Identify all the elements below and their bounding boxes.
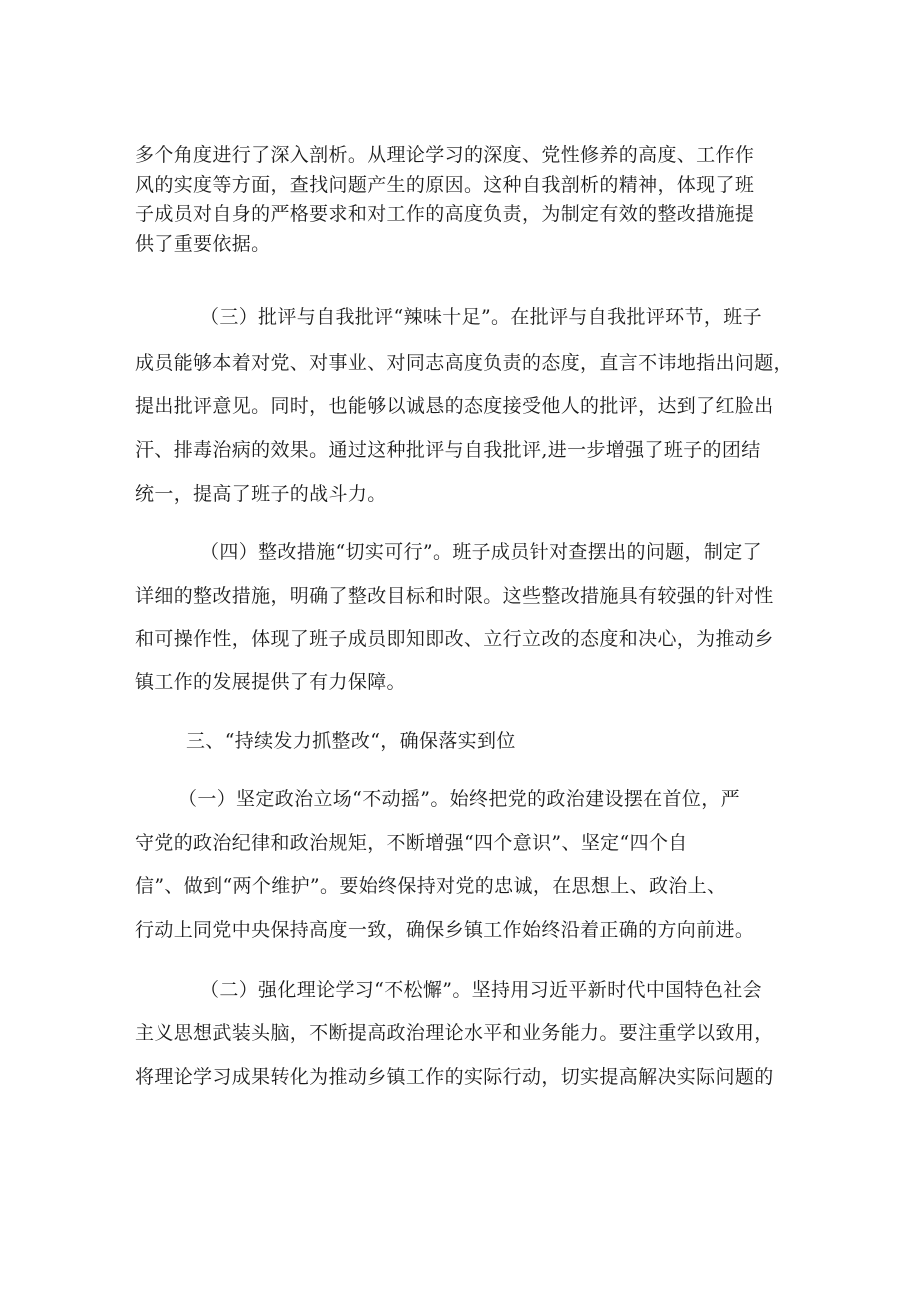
paragraph-line: （四）整改措施“切实可行”。班子成员针对查摆出的问题，制定了 (200, 541, 762, 563)
paragraph-line: 提出批评意见。同时，也能够以诚恳的态度接受他人的批评，达到了红脸出 (135, 395, 774, 417)
paragraph-line: 子成员对自身的严格要求和对工作的高度负责，为制定有效的整改措施提 (135, 203, 755, 225)
paragraph-line: 统一，提高了班子的战斗力。 (135, 483, 387, 505)
paragraph-line: 汗、排毒治病的效果。通过这种批评与自我批评,进一步增强了班子的团结 (135, 439, 761, 461)
paragraph-line: 守党的政治纪律和政治规矩，不断增强“四个意识”、坚定“四个自 (135, 832, 688, 854)
paragraph-line: 信”、做到“两个维护”。要始终保持对党的忠诚，在思想上、政治上、 (135, 875, 727, 897)
paragraph-line: 主义思想武装头脑，不断提高政治理论水平和业务能力。要注重学以致用， (135, 1022, 774, 1044)
paragraph-line: （二）强化理论学习“不松懈”。坚持用习近平新时代中国特色社会 (200, 979, 762, 1001)
section-heading: 三、“持续发力抓整改“，确保落实到位 (186, 730, 516, 752)
paragraph-line: 风的实度等方面，查找问题产生的原因。这种自我剖析的精神，体现了班 (135, 174, 755, 196)
paragraph-line: 和可操作性，体现了班子成员即知即改、立行立改的态度和决心，为推动乡 (135, 628, 774, 650)
paragraph-line: 成员能够本着对党、对事业、对同志高度负责的态度，直言不讳地指出问题， (135, 352, 793, 374)
paragraph-line: 行动上同党中央保持高度一致，确保乡镇工作始终沿着正确的方向前进。 (135, 919, 755, 941)
paragraph-line: 详细的整改措施，明确了整改目标和时限。这些整改措施具有较强的针对性 (135, 585, 774, 607)
paragraph-line: 供了重要依据。 (135, 233, 271, 255)
paragraph-line: 多个角度进行了深入剖析。从理论学习的深度、党性修养的高度、工作作 (135, 144, 755, 166)
paragraph-line: 镇工作的发展提供了有力保障。 (135, 671, 406, 693)
paragraph-line: 将理论学习成果转化为推动乡镇工作的实际行动，切实提高解决实际问题的 (135, 1066, 774, 1088)
paragraph-line: （一）坚定政治立场“不动摇”。始终把党的政治建设摆在首位，严 (178, 788, 740, 810)
paragraph-line: （三）批评与自我批评“辣味十足”。在批评与自我批评环节，班子 (200, 306, 762, 328)
